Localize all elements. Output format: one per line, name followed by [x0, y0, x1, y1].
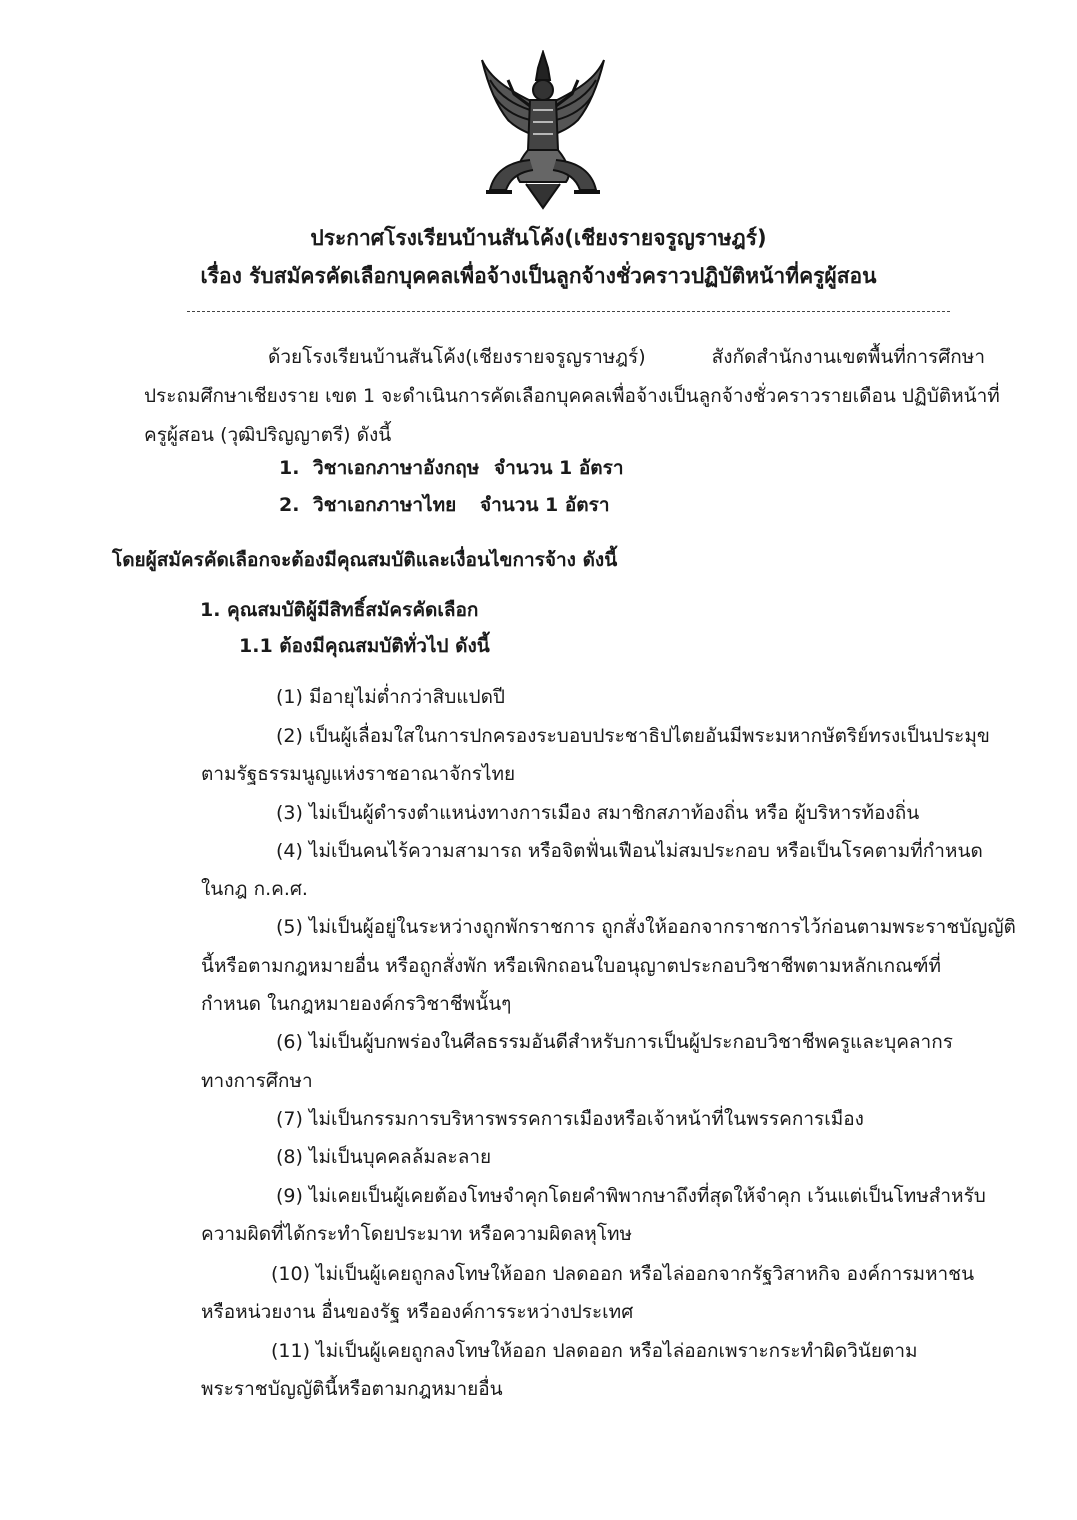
document-subject: เรื่อง รับสมัครคัดเลือกบุคคลเพื่อจ้างเป็นลูกจ้างชั่วคราวปฏิบัติหน้าที่ครูผู้สอน	[200, 264, 877, 288]
position-quantity: จำนวน 1 อัตรา	[494, 457, 624, 479]
qualification-item: (3) ไม่เป็นผู้ดำรงตำแหน่งทางการเมือง สมาชิกสภาท้องถิ่น หรือ ผู้บริหารท้องถิ่น	[276, 802, 920, 824]
qualification-item: (1) มีอายุไม่ต่ำกว่าสิบแปดปี	[276, 686, 505, 708]
intro-line-1: ด้วยโรงเรียนบ้านสันโค้ง(เชียงรายจรูญราษฎร์) สังกัดสำนักงานเขตพื้นที่การศึกษา	[268, 346, 985, 368]
qualification-item-cont: ในกฎ ก.ค.ศ.	[201, 878, 308, 900]
sub-section-heading: 1.1 ต้องมีคุณสมบัติทั่วไป ดังนี้	[239, 635, 490, 657]
qualification-item: (6) ไม่เป็นผู้บกพร่องในศีลธรรมอันดีสำหรับการเป็นผู้ประกอบวิชาชีพครูและบุคลากร	[276, 1031, 953, 1053]
position-number: 1.	[279, 457, 300, 479]
qualification-item: (9) ไม่เคยเป็นผู้เคยต้องโทษจำคุกโดยคำพิพากษาถึงที่สุดให้จำคุก เว้นแต่เป็นโทษสำหรับ	[276, 1185, 986, 1207]
intro-line-2: ประถมศึกษาเชียงราย เขต 1 จะดำเนินการคัดเลือกบุคคลเพื่อจ้างเป็นลูกจ้างชั่วคราวรายเดือน ปฏิบัติหน้าที่	[144, 385, 1000, 407]
qualification-item: (7) ไม่เป็นกรรมการบริหารพรรคการเมืองหรือเจ้าหน้าที่ในพรรคการเมือง	[276, 1108, 864, 1130]
header-divider	[187, 311, 950, 312]
position-subject: วิชาเอกภาษาอังกฤษ	[313, 457, 480, 479]
intro-line-3: ครูผู้สอน (วุฒิปริญญาตรี) ดังนี้	[144, 424, 392, 446]
position-number: 2.	[279, 494, 300, 516]
qualification-item: (8) ไม่เป็นบุคคลล้มละลาย	[276, 1146, 492, 1168]
document-title: ประกาศโรงเรียนบ้านสันโค้ง(เชียงรายจรูญราษฎร์)	[310, 226, 767, 250]
qualification-item-cont: หรือหน่วยงาน อื่นของรัฐ หรือองค์การระหว่างประเทศ	[201, 1301, 634, 1323]
position-quantity: จำนวน 1 อัตรา	[480, 494, 610, 516]
position-subject: วิชาเอกภาษาไทย	[313, 494, 457, 516]
qualification-item-cont: กำหนด ในกฎหมายองค์กรวิชาชีพนั้นๆ	[201, 993, 512, 1015]
qualification-item-cont: ทางการศึกษา	[201, 1070, 313, 1092]
qualification-item: (5) ไม่เป็นผู้อยู่ในระหว่างถูกพักราชการ ถูกสั่งให้ออกจากราชการไว้ก่อนตามพระราชบัญญัติ	[276, 916, 1016, 938]
qualification-item: (4) ไม่เป็นคนไร้ความสามารถ หรือจิตฟั่นเฟือนไม่สมประกอบ หรือเป็นโรคตามที่กำหนด	[276, 840, 983, 862]
conditions-intro: โดยผู้สมัครคัดเลือกจะต้องมีคุณสมบัติและเงื่อนไขการจ้าง ดังนี้	[112, 549, 618, 571]
qualification-item: (10) ไม่เป็นผู้เคยถูกลงโทษให้ออก ปลดออก หรือไล่ออกจากรัฐวิสาหกิจ องค์การมหาชน	[271, 1263, 975, 1285]
qualification-item: (2) เป็นผู้เลื่อมใสในการปกครองระบอบประชาธิปไตยอันมีพระมหากษัตริย์ทรงเป็นประมุข	[276, 725, 990, 747]
section-heading: 1. คุณสมบัติผู้มีสิทธิ์สมัครคัดเลือก	[200, 599, 479, 621]
qualification-item-cont: ความผิดที่ได้กระทำโดยประมาท หรือความผิดลหุโทษ	[201, 1223, 633, 1245]
qualification-item-cont: ตามรัฐธรรมนูญแห่งราชอาณาจักรไทย	[201, 763, 516, 785]
qualification-item-cont: พระราชบัญญัตินี้หรือตามกฎหมายอื่น	[201, 1378, 503, 1400]
qualification-item: (11) ไม่เป็นผู้เคยถูกลงโทษให้ออก ปลดออก หรือไล่ออกเพราะกระทำผิดวินัยตาม	[271, 1340, 918, 1362]
qualification-item-cont: นี้หรือตามกฎหมายอื่น หรือถูกสั่งพัก หรือเพิกถอนใบอนุญาตประกอบวิชาชีพตามหลักเกณฑ์ที่	[201, 955, 942, 977]
garuda-emblem-icon	[478, 50, 608, 210]
